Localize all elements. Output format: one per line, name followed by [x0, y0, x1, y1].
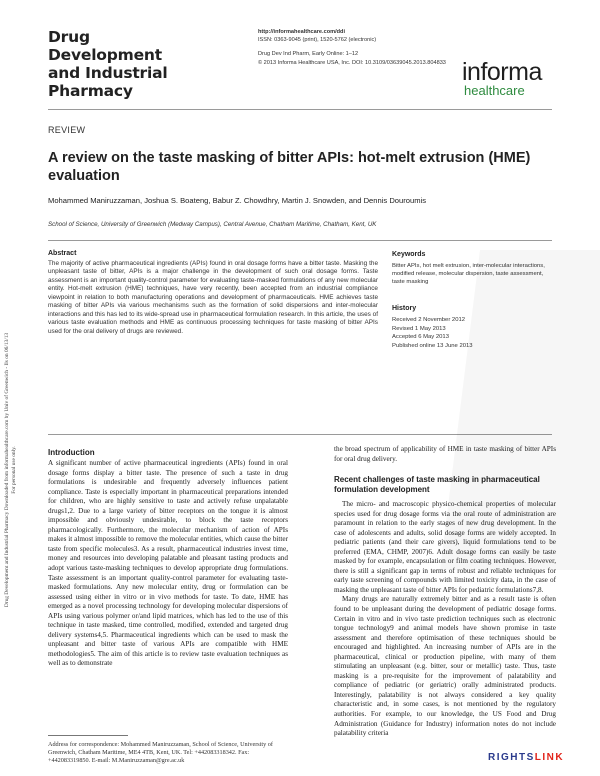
journal-citation: Drug Dev Ind Pharm, Early Online: 1–12 — [258, 51, 359, 58]
rightslink-part: RIGHTS — [488, 752, 535, 763]
challenges-heading: Recent challenges of taste masking in pharmaceutical formulation development — [334, 475, 540, 494]
abstract-rule — [48, 240, 552, 241]
journal-title-line: and Industrial — [48, 64, 168, 82]
intro-paragraph: A significant number of active pharmaceutical ingredients (APIs) found in oral dosage forms display a bitter taste. The presence of such a taste in drug formulations is undesirable and frequently adversely influences patient compliance. Taste is especially important in pharmaceutical preparations intended for children, who are highly sensitive to taste and actively refuse unpalatable drugs1,2. Due to a large variety of bitter receptors on the tongue it is almost impossible and obviously undesirable, to block the taste receptors pharmacologically. Furthermore, the molecular mechanism of action of APIs makes it almost impossible to remove the molecular entities, which cause the bitter taste from specific molecules3. As a result, pharmaceutical industries invest time, money and resources into developing palatable and pleasant tasting products and adopt various taste-masking techniques to develop appropriate drug formulations. Taste assessment is an important quality-control parameter for evaluating taste-masked formulations. Any new molecular entity, drug or formulation can be assessed using either in vitro or in vivo methods for taste. To date, HME has emerged as a novel processing technology for developing molecular dispersions of APIs using various polymer or/and lipid matrices, which has led to the use of this technique in taste masked, time controlled, modified, extended and targeted drug delivery systems4,5. Pharmaceutical ingredients which can be used to mask the unpleasant and bitter taste of various APIs are compatible with HME methodologies5. The aim of this article is to review taste evaluation techniques as well as to demonstrate — [48, 459, 288, 668]
header-rule — [48, 109, 552, 110]
side-note-line: Drug Development and Industrial Pharmacy Downloaded from informahealthcare.com by Univ of Greenwich - Ils on 06/13/13 — [4, 332, 10, 608]
journal-issn: ISSN: 0363-9045 (print), 1520-5762 (electronic) — [258, 37, 377, 44]
journal-title-line: Drug — [48, 28, 90, 46]
article-affiliation: School of Science, University of Greenwich (Medway Campus), Central Avenue, Chatham Maritime, Chatham, Kent, UK — [48, 221, 377, 228]
right-column-continuation — [334, 445, 556, 464]
publisher-logo — [462, 60, 582, 98]
history-item: Received 2 November 2012 — [392, 317, 466, 323]
journal-title — [48, 28, 208, 100]
article-authors: Mohammed Maniruzzaman, Joshua S. Boateng, Babur Z. Chowdhry, Martin J. Snowden, and Dennis Douroumis — [48, 196, 427, 205]
side-note-line: For personal use only. — [10, 446, 17, 494]
history-item: Accepted 6 May 2013 — [392, 334, 449, 341]
continuation-paragraph: the broad spectrum of applicability of HME in taste masking of bitter APIs for oral drug delivery. — [334, 445, 556, 463]
abstract-heading: Abstract — [48, 250, 77, 257]
journal-info — [258, 28, 458, 67]
correspondence-footnote: Address for correspondence: Mohammed Maniruzzaman, School of Science, University of Greenwich, Chatham Maritime, ME4 4TB, Kent, UK. Tel: +442083318342. Fax: +442083319850. E-mail: M.Maniruzzaman@gre.ac.uk — [48, 741, 273, 764]
footnote-rule — [48, 735, 128, 736]
keywords-text: Bitter APIs, hot melt extrusion, inter-molecular interactions, modified release, molecular dispersion, taste assessment, taste masking — [392, 263, 545, 286]
challenges-paragraph-2: Many drugs are naturally extremely bitter and as a result taste is often found to be unpleasant during the development of pediatric dosage forms. Certain in vitro and in vivo taste prediction techniques such as electronic tongue technology9 and animal models have shown promise in taste assessment and therefore optimisation of these techniques should be encouraged and highlighted. An increasing number of APIs are in the pharmaceutical, clinical or production pipeline, with many of them stimulating an unpleasant (e.g. bitter, sour or metallic) taste. Thus, taste masking is a pre-requisite for the improvement of palatability and compliance of pediatric (or geriatric) orally administrated products. Interestingly, palatability is not always considered a key quality characteristic and, in some cases, is not mentioned by the regulatory authorities. For example, to our knowledge, the US Food and Drug Administration (Guidance for Industry) information notes do not include palatability criteria — [334, 595, 556, 738]
intro-heading: Introduction — [48, 448, 95, 457]
journal-url[interactable]: http://informahealthcare.com/ddi — [258, 29, 346, 35]
challenges-paragraph-1: The micro- and macroscopic physico-chemical properties of molecular species used for drug dosage forms via the oral route of administration are paramount in relation to the early stages of new drug development. In the case of adolescents and adults, solid dosage forms are widely accepted. In pediatric patients (and their care givers), liquid formulations tend to be preferred (EMA, CHMP, 2007)6. Adult dosage forms can easily be taste masked by for example, encapsulation or film coating techniques. However, there is still a significant gap in terms of robust and reliable techniques for early taste screening of compounds with limited toxicity data, in the case of masking the unpleasant taste of bitter APIs for pediatric formulations7,8. — [334, 500, 556, 594]
history-item: Published online 13 June 2013 — [392, 343, 473, 350]
article-title: A review on the taste masking of bitter APIs: hot-melt extrusion (HME) evaluation — [48, 150, 531, 184]
body-rule — [48, 434, 552, 435]
journal-title-line: Development — [48, 46, 162, 64]
rightslink-logo[interactable] — [488, 752, 564, 763]
keywords-heading: Keywords — [392, 251, 426, 258]
intro-column — [48, 459, 288, 669]
history-heading: History — [392, 305, 417, 312]
challenges-column — [334, 500, 556, 739]
history-item: Revised 1 May 2013 — [392, 325, 446, 332]
side-download-note — [4, 190, 16, 750]
journal-title-line: Pharmacy — [48, 82, 133, 100]
publisher-sub: healthcare — [464, 83, 525, 98]
abstract-text: The majority of active pharmaceutical ingredients (APIs) found in oral dosage forms have a bitter taste. Masking the unpleasant taste of bitter, APIs is a major challenge in the development of such oral dosage forms. Taste assessment is an important quality-control parameter for evaluating taste-masked formulations of any new molecular entity. Hot-melt extrusion (HME) techniques, have very recently, been accepted from an industrial compliance viewpoint in relation to both manufacturing operations and development of pharmaceuticals. HME achieves taste masking of bitter APIs via various mechanisms such as the formation of solid dispersions and inter-molecular interactions and this has led to its wide-spread use in pharmaceutical formulation research. In this article, the uses of various taste evaluation methods and HME as continuous processing techniques for taste masking of bitter APIs used for the oral delivery of drugs are reviewed. — [48, 260, 378, 335]
section-label: REVIEW — [48, 125, 86, 135]
publisher-name: informa — [462, 58, 542, 86]
journal-copyright: © 2013 Informa Healthcare USA, Inc. DOI: 10.3109/03639045.2013.804833 — [258, 59, 446, 66]
history-list — [392, 316, 554, 351]
rightslink-part: LINK — [534, 752, 565, 763]
